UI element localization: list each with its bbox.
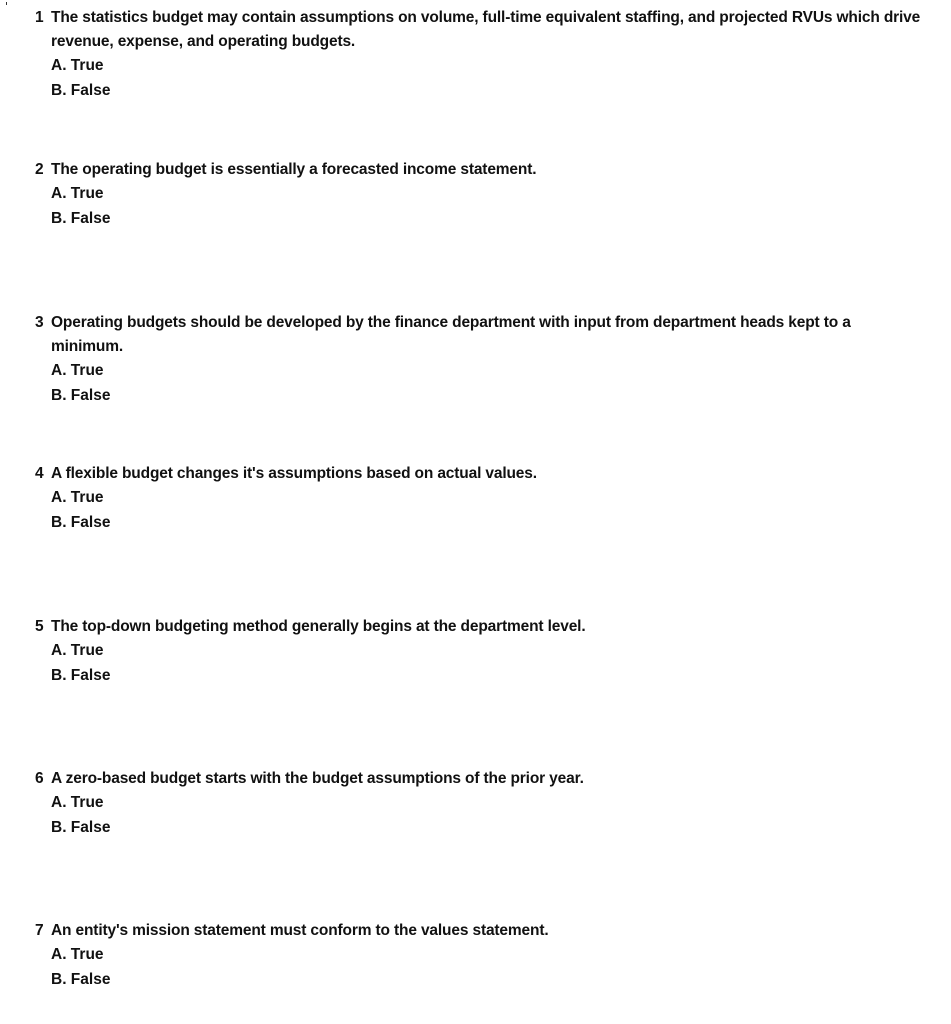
option-false[interactable]: B. False xyxy=(51,818,111,836)
question-stem xyxy=(35,615,925,639)
option-false[interactable]: B. False xyxy=(51,666,111,684)
question-number: 4 xyxy=(35,465,44,482)
option-false[interactable]: B. False xyxy=(51,970,111,988)
question-stem xyxy=(35,919,925,943)
question-stem xyxy=(35,158,925,182)
page-mark xyxy=(6,2,7,5)
option-true[interactable]: A. True xyxy=(51,362,104,379)
question-text: Operating budgets should be developed by the finance department with input from department heads kept to a minimum. xyxy=(51,314,851,355)
question-number: 5 xyxy=(35,618,44,635)
question-2 xyxy=(35,158,925,231)
option-true[interactable]: A. True xyxy=(51,185,104,202)
option-false[interactable]: B. False xyxy=(51,209,111,227)
question-text: The operating budget is essentially a forecasted income statement. xyxy=(51,161,537,178)
option-true[interactable]: A. True xyxy=(51,642,104,659)
question-text: An entity's mission statement must conform to the values statement. xyxy=(51,922,549,939)
question-number: 7 xyxy=(35,922,44,939)
question-number: 1 xyxy=(35,9,44,26)
option-false[interactable]: B. False xyxy=(51,386,111,404)
question-number: 2 xyxy=(35,161,44,178)
question-6 xyxy=(35,767,925,840)
question-number: 6 xyxy=(35,770,44,787)
question-7 xyxy=(35,919,925,992)
question-number: 3 xyxy=(35,314,44,331)
question-text: The statistics budget may contain assumptions on volume, full-time equivalent staffing, and projected RVUs which drive revenue, expense, and operating budgets. xyxy=(51,9,921,50)
option-true[interactable]: A. True xyxy=(51,946,104,963)
option-true[interactable]: A. True xyxy=(51,489,104,506)
question-4 xyxy=(35,462,925,535)
question-1 xyxy=(35,6,925,103)
option-false[interactable]: B. False xyxy=(51,513,111,531)
question-3 xyxy=(35,311,925,408)
question-stem xyxy=(35,767,925,791)
option-true[interactable]: A. True xyxy=(51,794,104,811)
option-true[interactable]: A. True xyxy=(51,57,104,74)
question-text: A zero-based budget starts with the budget assumptions of the prior year. xyxy=(51,770,584,787)
question-text: The top-down budgeting method generally begins at the department level. xyxy=(51,618,586,635)
question-stem xyxy=(35,462,925,486)
question-text: A flexible budget changes it's assumptions based on actual values. xyxy=(51,465,537,482)
question-stem xyxy=(35,6,925,54)
question-5 xyxy=(35,615,925,688)
option-false[interactable]: B. False xyxy=(51,81,111,99)
question-stem xyxy=(35,311,925,359)
